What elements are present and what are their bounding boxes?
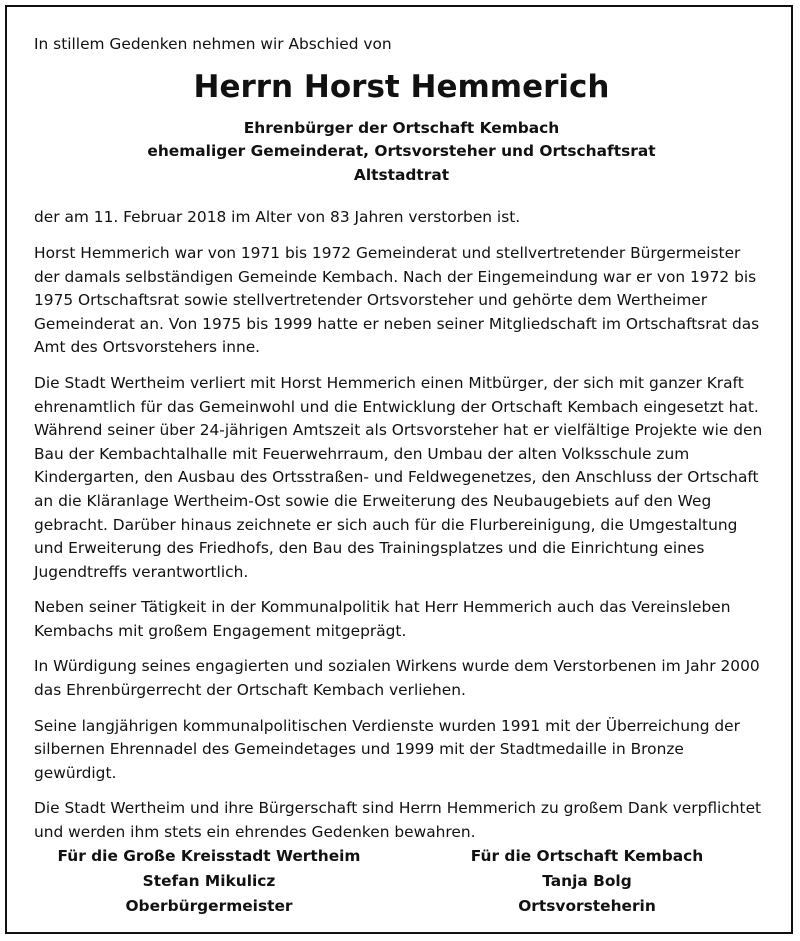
body-paragraph: Die Stadt Wertheim und ihre Bürgerschaft sind Herrn Hemmerich zu großem Dank verpflichtet und werden ihm stets ein ehrendes Gedenken bewahren. — [34, 799, 762, 842]
deceased-name: Herrn Horst Hemmerich — [193, 68, 610, 105]
body-paragraph: Neben seiner Tätigkeit in der Kommunalpolitik hat Herr Hemmerich auch das Vereinsleben Kembachs mit großem Engagement mitgeprägt. — [34, 598, 731, 640]
signature-person: Tanja Bolg — [542, 872, 632, 890]
title-line: Altstadtrat — [353, 165, 450, 184]
signature-role: Oberbürgermeister — [125, 897, 293, 915]
title-line: ehemaliger Gemeinderat, Ortsvorsteher und Ortschaftsrat — [147, 142, 656, 161]
signature-org: Für die Ortschaft Kembach — [470, 847, 704, 865]
signature-role: Ortsvorsteherin — [518, 897, 656, 915]
honorary-titles — [34, 117, 769, 188]
death-date-text: der am 11. Februar 2018 im Alter von 83 Jahren verstorben ist. — [34, 208, 521, 227]
title-line: Ehrenbürger der Ortschaft Kembach — [243, 118, 560, 137]
body-paragraph: Horst Hemmerich war von 1971 bis 1972 Gemeinderat und stellvertretender Bürgermeister der damals selbständigen Gemeinde Kembach. Nach der Eingemeindung war er von 1972 bis 1975 Ortschaftsrat sowie stellvertretender Ortsvorsteher und gehörte dem Wertheimer Gemeinderat an. Von 1975 bis 1999 hatte er neben seiner Mitgliedschaft im Ortschaftsrat das Amt des Ortsvorstehers inne. — [34, 243, 760, 357]
body-paragraph: Die Stadt Wertheim verliert mit Horst Hemmerich einen Mitbürger, der sich mit ganzer Kraft ehrenamtlich für das Gemeinwohl und die Entwicklung der Ortschaft Kembach eingesetzt hat. Während seiner über 24-jährigen Amtszeit als Ortsvorsteher hat er vielfältige Projekte wie den Bau der Kembachtalhalle mit Feuerwehrraum, den Umbau der alten Volksschule zum Kindergarten, den Ausbau des Ortsstraßen- und Feldwegenetzes, den Anschluss der Ortschaft an die Kläranlage Wertheim-Ost sowie die Erweiterung des Neubaugebiets auf den Weg gebracht. Darüber hinaus zeichnete er sich auch für die Flurbereinigung, die Umgestaltung und Erweiterung des Friedhofs, den Bau des Trainingsplatzes und die Einrichtung eines Jugendtreffs verantwortlich. — [34, 373, 763, 581]
body-paragraph: Seine langjährigen kommunalpolitischen Verdienste wurden 1991 mit der Überreichung der silbernen Ehrennadel des Gemeindetages und 1999 mit der Stadtmedaille in Bronze gewürdigt. — [34, 716, 740, 782]
obituary-notice — [34, 33, 769, 845]
signature-left — [34, 844, 384, 919]
signature-right — [414, 844, 760, 919]
body-paragraph: In Würdigung seines engagierten und sozialen Wirkens wurde dem Verstorbenen im Jahr 2000 das Ehrenbürgerrecht der Ortschaft Kembach verliehen. — [34, 657, 760, 700]
signature-org: Für die Große Kreisstadt Wertheim — [57, 847, 361, 865]
intro-text: In stillem Gedenken nehmen wir Abschied von — [34, 35, 392, 53]
signature-person: Stefan Mikulicz — [142, 872, 276, 890]
